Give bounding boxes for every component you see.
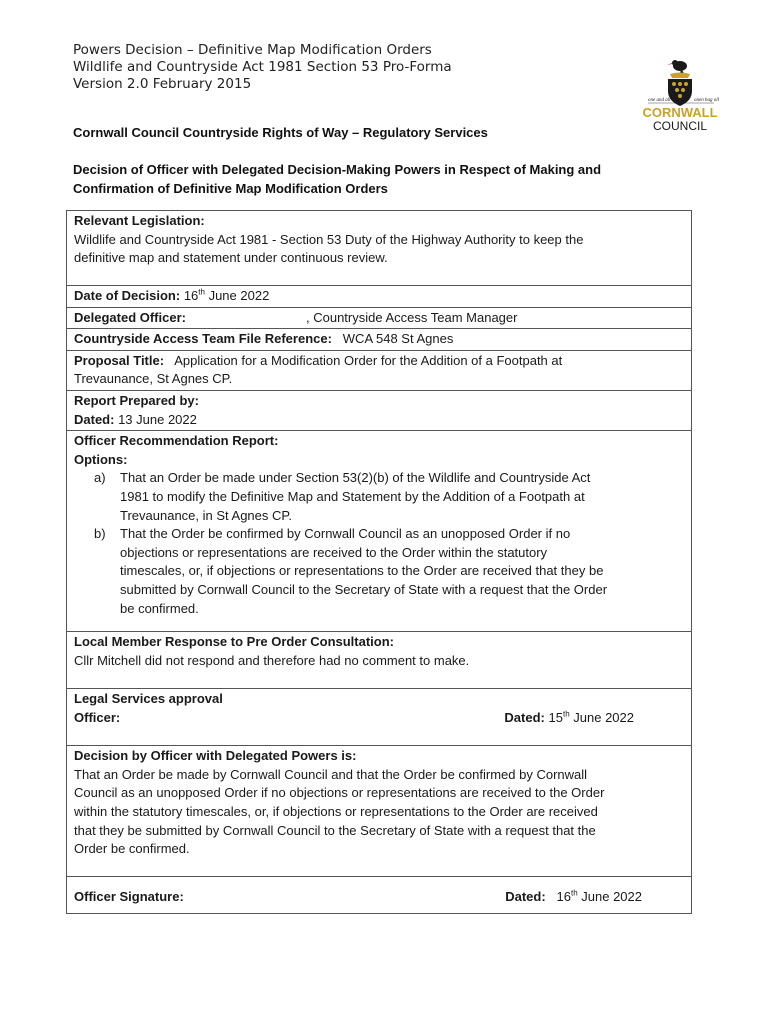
decision-form-table xyxy=(66,210,692,914)
report-dated-label: Dated: xyxy=(74,411,115,427)
legislation-text-2: definitive map and statement under continuous review. xyxy=(74,250,388,266)
proposal-title-row xyxy=(67,350,691,390)
legal-dated-suffix: th xyxy=(562,709,570,719)
report-dated-value: 13 June 2022 xyxy=(118,411,197,427)
heading-council-service-text: Cornwall Council Countryside Rights of Way – Regulatory Services xyxy=(73,125,488,140)
option-b-line-3: timescales, or, if objections or representations to the Order are received that they be xyxy=(120,563,604,579)
document-header xyxy=(73,42,452,93)
signature-dated-rest: June 2022 xyxy=(581,889,642,905)
motto-left: one and all xyxy=(648,98,671,103)
delegated-decision-line-5: Order be confirmed. xyxy=(74,841,190,857)
delegated-officer-value: , Countryside Access Team Manager xyxy=(306,309,518,325)
report-prepared-label: Report Prepared by: xyxy=(74,392,199,408)
crest-icon xyxy=(670,73,690,79)
header-line-2: Wildlife and Countryside Act 1981 Section 53 Pro-Forma xyxy=(73,59,452,75)
option-a-line-1: That an Order be made under Section 53(2)(b) of the Wildlife and Countryside Act xyxy=(120,470,591,486)
recommendation-row xyxy=(67,430,691,631)
logo-text-council: COUNCIL xyxy=(652,119,708,133)
motto-right: onen hag oll xyxy=(694,98,719,103)
option-b-line-5: be confirmed. xyxy=(120,600,199,616)
legislation-text-1: Wildlife and Countryside Act 1981 - Section 53 Duty of the Highway Authority to keep the xyxy=(74,231,584,247)
delegated-decision-line-4: that they be submitted by Cornwall Council to the Secretary of State with a request that the xyxy=(74,822,596,838)
decision-date-label: Date of Decision: xyxy=(74,288,181,303)
legislation-row xyxy=(67,211,691,285)
option-b-line-1: That the Order be confirmed by Cornwall Council as an unopposed Order if no xyxy=(120,526,571,542)
local-member-row xyxy=(67,631,691,688)
options-label: Options: xyxy=(74,451,128,467)
delegated-decision-line-1: That an Order be made by Cornwall Council and that the Order be confirmed by Cornwall xyxy=(74,766,588,782)
heading-decision-line-2: Confirmation of Definitive Map Modification Orders xyxy=(73,181,388,196)
delegated-decision-line-3: within the statutory timescales, or, if objections or representations to the Order are received xyxy=(74,803,598,819)
heading-decision xyxy=(73,160,601,198)
option-b-line-2: objections or representations are received to the Order within the statutory xyxy=(120,544,548,560)
decision-date-row xyxy=(67,285,691,307)
legal-dated-day: 15 xyxy=(548,709,563,725)
proposal-title-text-1: Application for a Modification Order for the Addition of a Footpath at xyxy=(174,352,563,368)
legal-dated-label: Dated: xyxy=(504,709,545,725)
cornwall-council-logo xyxy=(630,55,730,140)
option-a-key: a) xyxy=(94,470,106,486)
legal-officer-label: Officer: xyxy=(74,709,121,725)
local-member-text: Cllr Mitchell did not respond and therefore had no comment to make. xyxy=(74,652,470,668)
file-reference-value: WCA 548 St Agnes xyxy=(342,331,454,347)
signature-dated-label: Dated: xyxy=(505,889,546,905)
file-reference-row xyxy=(67,328,691,350)
proposal-title-label: Proposal Title: xyxy=(74,352,165,368)
signature-row xyxy=(67,876,691,913)
local-member-label: Local Member Response to Pre Order Consultation: xyxy=(74,634,394,650)
heading-council-service xyxy=(73,123,488,142)
decision-date-day: 16 xyxy=(183,288,199,303)
header-line-3: Version 2.0 February 2015 xyxy=(73,76,252,92)
delegated-decision-row xyxy=(67,745,691,876)
signature-dated-suffix: th xyxy=(570,888,578,898)
recommendation-label: Officer Recommendation Report: xyxy=(74,433,279,449)
delegated-officer-label: Delegated Officer: xyxy=(74,309,186,325)
decision-date-suffix: th xyxy=(198,287,205,297)
legal-dated-rest: June 2022 xyxy=(573,709,634,725)
report-prepared-row xyxy=(67,390,691,430)
option-a-line-3: Trevaunance, in St Agnes CP. xyxy=(120,507,292,523)
legislation-label: Relevant Legislation: xyxy=(74,213,205,228)
signature-dated-day: 16 xyxy=(556,889,571,905)
legal-approval-label: Legal Services approval xyxy=(74,691,223,707)
option-b-line-4: submitted by Cornwall Council to the Secretary of State with a request that the Order xyxy=(120,581,608,597)
delegated-officer-row xyxy=(67,307,691,329)
delegated-decision-line-2: Council as an unopposed Order if no objections or representations are received to the Order xyxy=(74,785,605,801)
option-a-line-2: 1981 to modify the Definitive Map and Statement by the Addition of a Footpath at xyxy=(120,488,585,504)
proposal-title-text-2: Trevaunance, St Agnes CP. xyxy=(74,371,233,387)
legal-approval-row xyxy=(67,688,691,745)
file-reference-label: Countryside Access Team File Reference: xyxy=(74,331,332,347)
header-line-1: Powers Decision – Definitive Map Modification Orders xyxy=(73,42,432,58)
logo-text-cornwall: CORNWALL xyxy=(642,105,718,120)
signature-label: Officer Signature: xyxy=(74,889,184,905)
option-b-key: b) xyxy=(94,526,106,542)
option-b xyxy=(94,525,684,618)
option-a xyxy=(94,469,684,525)
decision-date-rest: June 2022 xyxy=(208,288,270,303)
heading-decision-line-1: Decision of Officer with Delegated Decision-Making Powers in Respect of Making and xyxy=(73,162,602,177)
delegated-decision-label: Decision by Officer with Delegated Powers is: xyxy=(74,748,357,764)
